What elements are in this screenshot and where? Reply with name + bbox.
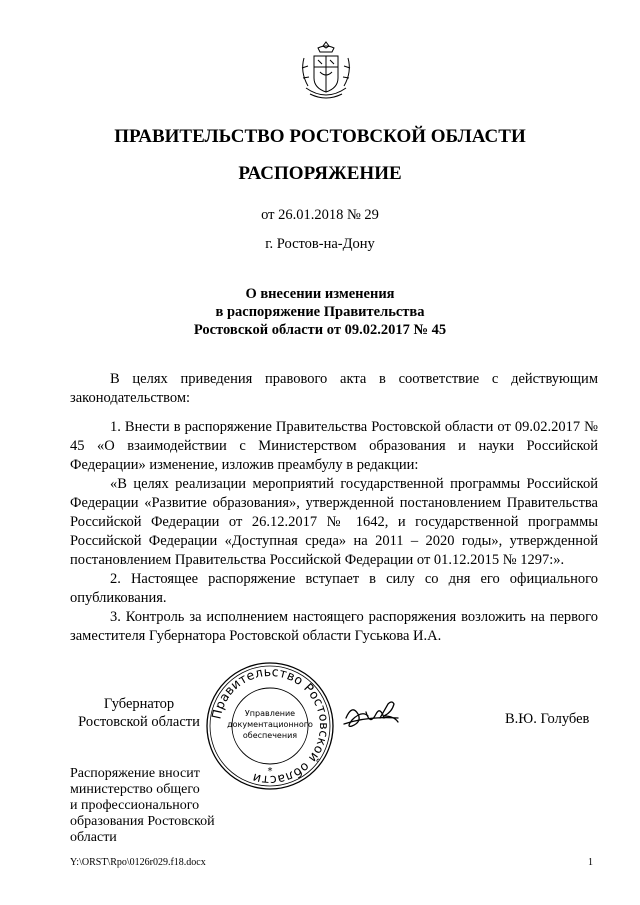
stamp-line: документационного	[227, 720, 313, 729]
document-subject	[0, 285, 640, 339]
stamp-line: Управление	[244, 709, 296, 718]
date-number: от 26.01.2018 № 29	[261, 207, 379, 223]
file-path: Y:\ORST\Rpo\0126r029.f18.docx	[70, 857, 206, 868]
subject-line: Ростовской области от 09.02.2017 № 45	[193, 322, 447, 338]
item-1: 1. Внести в распоряжение Правительства Ростовской области от 09.02.2017 № 45 «О взаимодействии с Министерством образования и науки Российской Федерации» изменение, изложив преамбулу в редакции:	[70, 419, 598, 473]
position-line: Ростовской области	[78, 714, 200, 730]
intro-paragraph	[70, 370, 598, 408]
note-line: и профессионального	[70, 798, 200, 813]
item-3: 3. Контроль за исполнением настоящего распоряжения возложить на первого заместителя Губернатора Ростовской области Гуськова И.А.	[70, 609, 598, 644]
stamp-line: обеспечения	[242, 731, 298, 740]
position-line: Губернатор	[103, 696, 175, 712]
city: г. Ростов-на-Дону	[265, 236, 375, 252]
note-line: образования Ростовской	[70, 814, 215, 829]
intro-text: В целях приведения правового акта в соответствие с действующим законодательством:	[70, 371, 598, 406]
note-line: министерство общего	[70, 782, 200, 797]
note-line: Распоряжение вносит	[70, 766, 200, 781]
coat-of-arms-icon	[296, 38, 356, 104]
signer-name: В.Ю. Голубев	[505, 711, 590, 727]
star-icon: *	[267, 766, 273, 777]
page-number: 1	[588, 857, 593, 868]
document-type: РАСПОРЯЖЕНИЕ	[238, 163, 402, 184]
organization-title: ПРАВИТЕЛЬСТВО РОСТОВСКОЙ ОБЛАСТИ	[114, 126, 526, 147]
numbered-items	[70, 418, 598, 646]
handwritten-signature	[340, 690, 412, 740]
note-line: области	[70, 830, 117, 845]
stamp-ring-text: Правительство Ростовской области	[208, 663, 333, 789]
item-2: 2. Настоящее распоряжение вступает в силу со дня его официального опубликования.	[70, 571, 598, 606]
item-1-quote: «В целях реализации мероприятий государственной программы Российской Федерации «Развитие образования», утвержденной постановлением Правительства Российской Федерации от 26.12.2017 № 1642, и государственной программы Российской Федерации «Доступная среда» на 2011 – 2020 годы», утвержденной постановлением Правительства Российской Федерации от 01.12.2015 № 1297:».	[70, 476, 598, 568]
subject-line: в распоряжение Правительства	[215, 304, 425, 320]
signatory-position	[70, 695, 208, 731]
subject-line: О внесении изменения	[245, 286, 395, 302]
submission-note	[70, 766, 240, 846]
